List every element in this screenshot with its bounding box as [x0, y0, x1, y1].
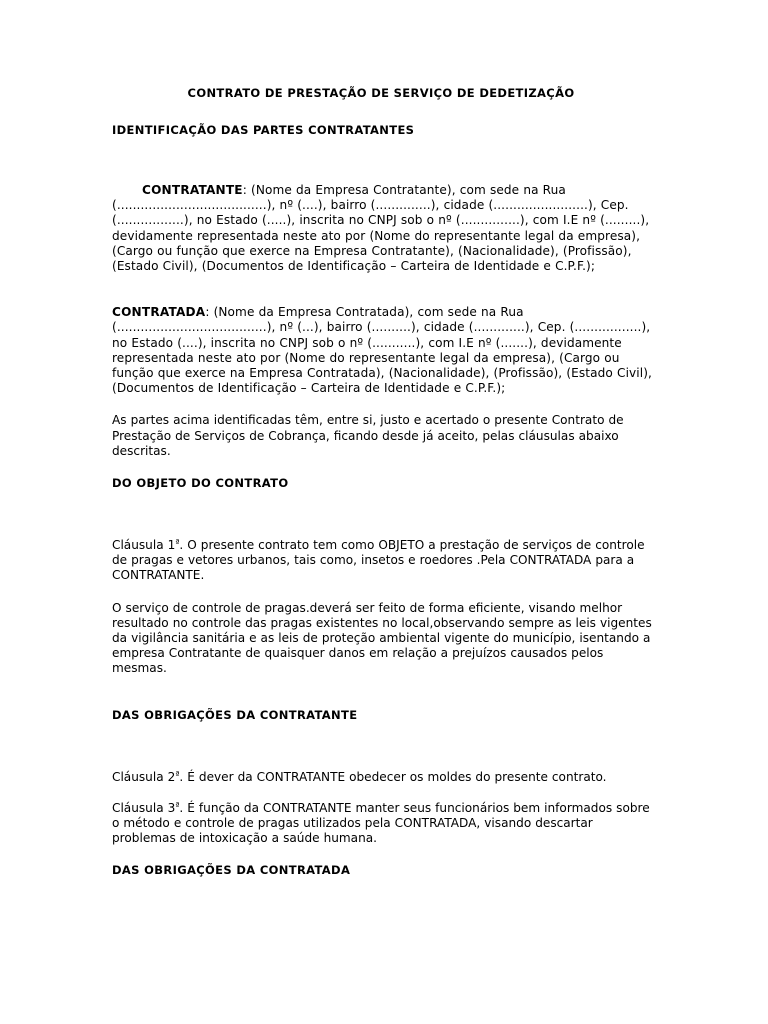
- clause-3-ordinal: ª: [175, 801, 180, 812]
- label-contratada: CONTRATADA: [112, 305, 206, 320]
- clause-2-ordinal: ª: [175, 770, 180, 781]
- document-body: [112, 86, 658, 878]
- spacer: [112, 396, 658, 413]
- clause-2-number: Cláusula 2: [112, 769, 176, 784]
- spacer: [112, 274, 658, 305]
- paragraph-contratante: [112, 183, 658, 274]
- spacer: [112, 491, 658, 538]
- clause-2-text: . É dever da CONTRATANTE obedecer os moldes do presente contrato.: [179, 769, 607, 784]
- paragraph-objeto-detalhe: O serviço de controle de pragas.deverá ser feito de forma eficiente, visando melhor resultado no controle das pragas existentes no local,observando sempre as leis vigentes da vigilância sanitária e as leis de proteção ambiental vigente do município, isentando a empresa Contratante de quaisquer danos em relação a prejuízos causados pelos mesmas.: [112, 600, 652, 676]
- heading-objeto-contrato: DO OBJETO DO CONTRATO: [112, 476, 289, 491]
- paragraph-clausula-2: [112, 770, 658, 785]
- spacer: [112, 785, 658, 801]
- paragraph-clausula-1: [112, 538, 658, 584]
- clause-3-number: Cláusula 3: [112, 800, 176, 815]
- heading-obrigacoes-contratante: DAS OBRIGAÇÕES DA CONTRATANTE: [112, 707, 358, 722]
- page-title: CONTRATO DE PRESTAÇÃO DE SERVIÇO DE DEDETIZAÇÃO: [187, 86, 575, 100]
- clause-1-text: . O presente contrato tem como OBJETO a prestação de serviços de controle de pragas e vetores urbanos, tais como, insetos e roedores .Pela CONTRATADA para a CONTRATANTE.: [112, 538, 645, 583]
- text-contratante: : (Nome da Empresa Contratante), com sede na Rua (......................................), nº (....), bairro (..............), cidade (........................), Cep. (.................), no Estado (.....), inscrita no CNPJ sob o nº (...............), com I.E nº (.........), devidamente representada neste ato por (Nome do representante legal da empresa), (Cargo ou função que exerce na Empresa Contratante), (Nacionalidade), (Profissão), (Estado Civil), (Documentos de Identificação – Carteira de Identidade e C.P.F.);: [112, 183, 650, 274]
- paragraph-clausula-3: [112, 801, 658, 847]
- clause-3-text: . É função da CONTRATANTE manter seus funcionários bem informados sobre o método e controle de pragas utilizados pela CONTRATADA, visando descartar problemas de intoxicação a saúde humana.: [112, 800, 650, 846]
- clause-1-ordinal: ª: [175, 538, 180, 549]
- label-contratante: CONTRATANTE: [142, 183, 243, 197]
- spacer: [112, 459, 658, 476]
- paragraph-preambulo: As partes acima identificadas têm, entre si, justo e acertado o presente Contrato de Prestação de Serviços de Cobrança, ficando desde já aceito, pelas cláusulas abaixo descritas.: [112, 413, 624, 458]
- spacer: [112, 677, 658, 708]
- heading-identificacao-partes: IDENTIFICAÇÃO DAS PARTES CONTRATANTES: [112, 123, 415, 137]
- paragraph-contratada: [112, 305, 658, 396]
- spacer: [112, 723, 658, 770]
- heading-obrigacoes-contratada: DAS OBRIGAÇÕES DA CONTRATADA: [112, 863, 351, 878]
- spacer: [112, 584, 658, 601]
- text-contratada: : (Nome da Empresa Contratada), com sede na Rua (......................................), nº (...), bairro (..........), cidade (.............), Cep. (.................), no Estado (....), inscrita no CNPJ sob o nº (...........), com I.E nº (.......), devidamente representada neste ato por (Nome do representante legal da empresa), (Cargo ou função que exerce na Empresa Contratada), (Nacionalidade), (Profissão), (Estado Civil), (Documentos de Identificação – Carteira de Identidade e C.P.F.);: [112, 305, 652, 396]
- spacer: [112, 138, 658, 183]
- spacer: [112, 846, 658, 863]
- clause-1-number: Cláusula 1: [112, 538, 176, 553]
